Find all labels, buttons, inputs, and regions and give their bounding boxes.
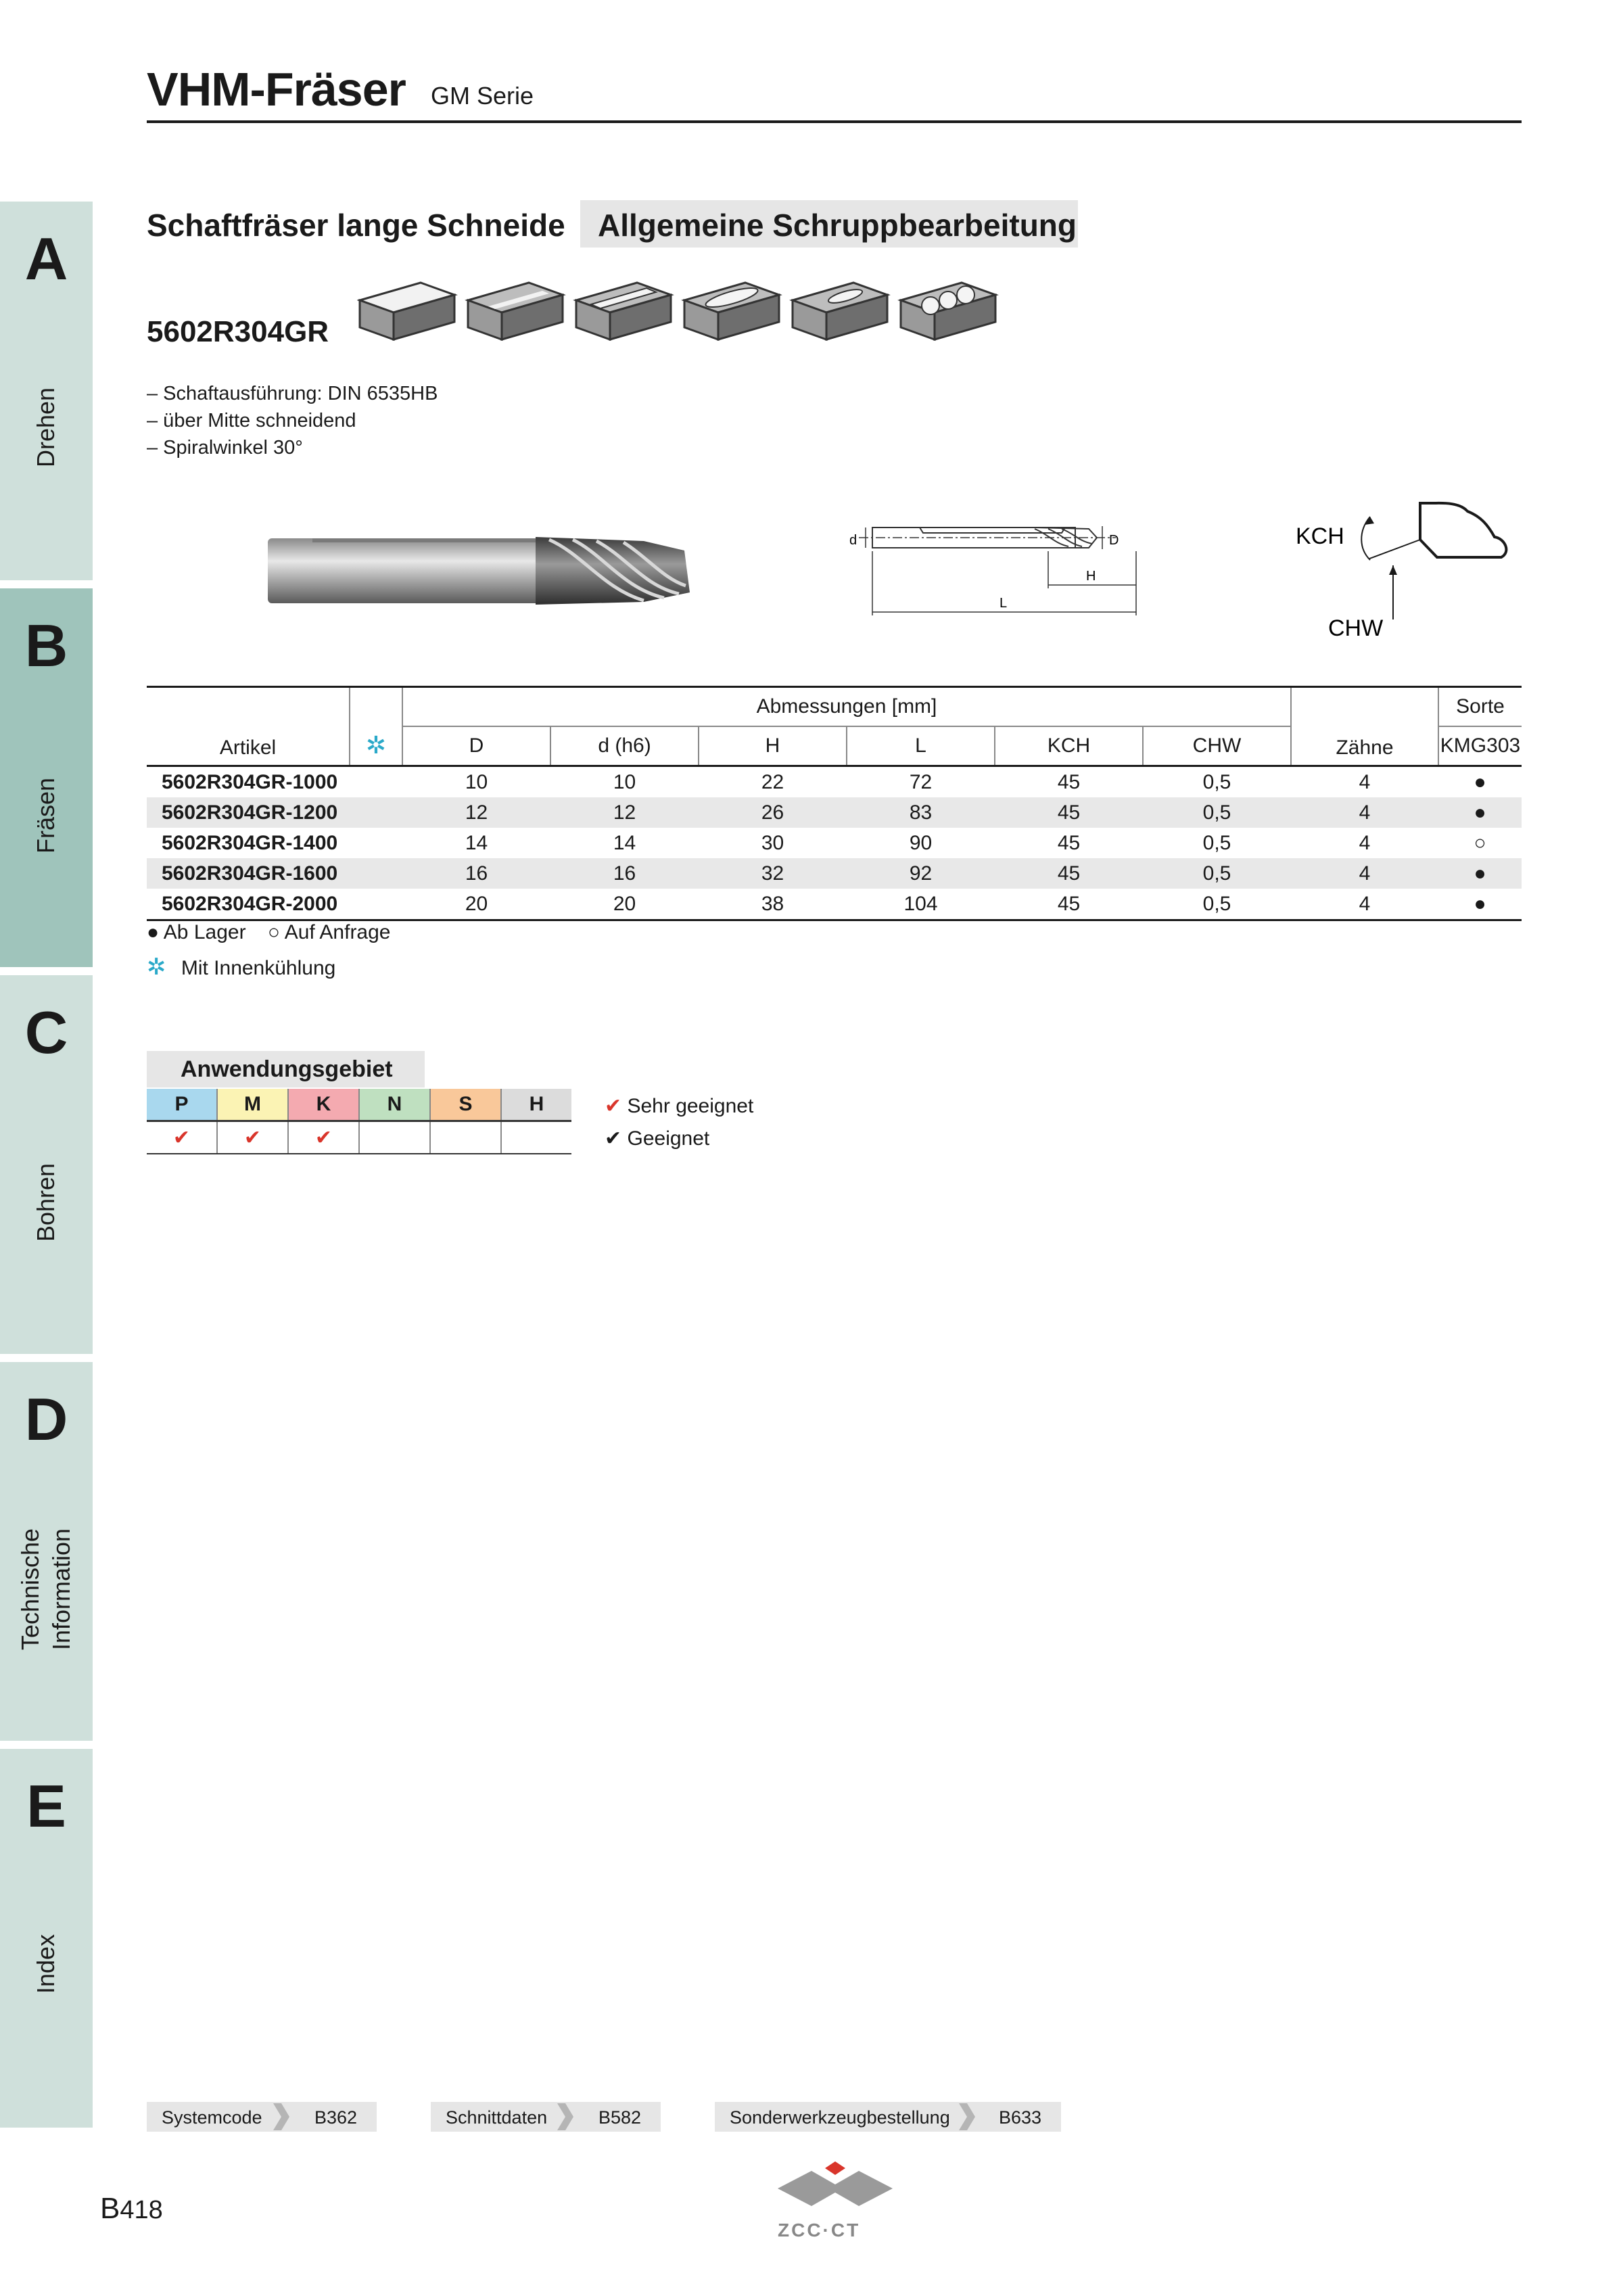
dim-label-D: D (1109, 533, 1119, 548)
plunge-milling-icon (901, 283, 995, 339)
application-grid (147, 1089, 571, 1154)
feature-item: – Schaftausführung: DIN 6535HB (147, 383, 438, 404)
col-header-D: D (402, 726, 550, 766)
cell-H: 32 (699, 858, 847, 889)
cell-teeth: 4 (1359, 892, 1371, 915)
check-icon: ✔ (605, 1095, 622, 1117)
check-cell (501, 1121, 571, 1154)
cell-teeth: 4 (1359, 770, 1371, 793)
dim-label-L: L (999, 596, 1008, 611)
cell-stock: ● (1474, 892, 1486, 915)
cooling-icon: ✲ (350, 687, 402, 766)
cooling-icon: ✲ (147, 954, 166, 980)
tab-technische-information[interactable] (0, 1362, 93, 1741)
legend-cooling: Mit Innenkühlung (181, 957, 336, 979)
chevron-right-icon (270, 2102, 291, 2132)
ramping-icon (793, 283, 887, 339)
col-group-dimensions: Abmessungen [mm] (402, 687, 1291, 727)
section-badge (580, 200, 1078, 248)
col-header-d: d (h6) (550, 726, 699, 766)
cell-stock: ● (1438, 858, 1522, 889)
tab-label: Index (32, 1934, 60, 1994)
cell-d: 14 (613, 831, 636, 854)
cell-CHW: 0,5 (1143, 797, 1291, 828)
chamfer-detail (1285, 484, 1515, 653)
tab-label: Technische Information (16, 1528, 75, 1651)
cell-article: 5602R304GR-1400 (162, 831, 338, 854)
product-table (147, 686, 1522, 921)
table-row (147, 889, 1522, 920)
cell-d: 12 (550, 797, 699, 828)
zccct-logo-icon (778, 2161, 893, 2222)
tab-letter: C (24, 999, 68, 1066)
cell-D: 20 (465, 892, 488, 915)
dim-label-H: H (1086, 569, 1096, 584)
tab-letter: E (26, 1773, 66, 1840)
tab-drehen[interactable] (0, 202, 93, 580)
cell-article: 5602R304GR-1600 (147, 858, 350, 889)
check-cell (359, 1121, 430, 1154)
legend-suitable: Geeignet (627, 1127, 710, 1150)
header-rule (147, 120, 1522, 123)
col-header-teeth: Zähne (1291, 687, 1438, 766)
cell-D: 14 (465, 831, 488, 854)
tab-letter: D (24, 1386, 68, 1453)
cell-KCH: 45 (1057, 770, 1081, 793)
ref-schnittdaten[interactable] (431, 2102, 661, 2132)
application-legend (605, 1090, 753, 1155)
operation-icons (357, 269, 999, 348)
chevron-right-icon (555, 2102, 575, 2132)
tab-label: Drehen (32, 387, 60, 468)
dim-label-d: d (849, 533, 857, 548)
material-N: N (359, 1089, 430, 1121)
feature-list (147, 380, 438, 461)
stock-legend (147, 921, 391, 944)
cell-article: 5602R304GR-1200 (147, 797, 350, 828)
legend-in-stock: ● Ab Lager (147, 921, 246, 943)
tab-letter: B (24, 612, 68, 679)
tab-bohren[interactable] (0, 975, 93, 1354)
cell-L: 104 (903, 892, 938, 915)
cell-article: 5602R304GR-1000 (162, 770, 338, 793)
legend-very-suitable: Sehr geeignet (627, 1095, 754, 1117)
table-row (147, 828, 1522, 858)
cell-D: 10 (465, 770, 488, 793)
col-header-grade-group: Sorte (1438, 687, 1522, 727)
cell-article: 5602R304GR-2000 (162, 892, 338, 915)
kch-label: KCH (1296, 523, 1344, 549)
cell-teeth: 4 (1291, 858, 1438, 889)
cell-H: 22 (761, 770, 784, 793)
shoulder-milling-icon (468, 283, 563, 339)
cell-d: 16 (550, 858, 699, 889)
slot-milling-icon (576, 283, 671, 339)
tab-index[interactable] (0, 1749, 93, 2128)
chw-label: CHW (1328, 615, 1384, 641)
ref-page: B582 (598, 2107, 642, 2128)
cell-D: 16 (402, 858, 550, 889)
series-label: GM Serie (431, 82, 534, 110)
cooling-legend (147, 954, 335, 981)
section-title: Schaftfräser lange Schneide (147, 208, 565, 243)
cell-KCH: 45 (1057, 892, 1081, 915)
col-header-CHW: CHW (1143, 726, 1291, 766)
cell-KCH: 45 (995, 797, 1143, 828)
tab-fraesen[interactable] (0, 588, 93, 967)
cell-d: 10 (613, 770, 636, 793)
col-header-grade: KMG303 (1440, 734, 1521, 757)
cell-L: 90 (909, 831, 933, 854)
page-number-value: 418 (120, 2196, 163, 2224)
cell-CHW: 0,5 (1202, 831, 1231, 854)
cell-KCH: 45 (1057, 831, 1081, 854)
check-cell (430, 1121, 501, 1154)
cell-CHW: 0,5 (1202, 892, 1231, 915)
col-header-L: L (847, 726, 995, 766)
col-header-article: Artikel (147, 687, 350, 766)
cell-CHW: 0,5 (1143, 858, 1291, 889)
col-header-H: H (699, 726, 847, 766)
check-icon: ✔ (217, 1121, 288, 1154)
ref-page: B633 (999, 2107, 1042, 2128)
cell-H: 38 (761, 892, 784, 915)
page-title: VHM-Fräser (147, 63, 406, 116)
material-S: S (430, 1089, 501, 1121)
cell-teeth: 4 (1291, 797, 1438, 828)
cell-H: 30 (761, 831, 784, 854)
dimension-drawing (832, 514, 1183, 622)
tab-label: Fräsen (32, 777, 60, 854)
chevron-right-icon (956, 2102, 977, 2132)
section-badge-label: Allgemeine Schruppbearbeitung (598, 208, 1077, 243)
cell-L: 72 (909, 770, 933, 793)
check-icon: ✔ (605, 1127, 622, 1150)
tab-letter: A (24, 225, 68, 292)
table-row (147, 766, 1522, 798)
check-icon: ✔ (288, 1121, 359, 1154)
cell-L: 83 (847, 797, 995, 828)
ref-label: Sonderwerkzeugbestellung (730, 2107, 950, 2128)
feature-item: – über Mitte schneidend (147, 410, 356, 431)
material-P: P (147, 1089, 217, 1121)
part-code: 5602R304GR (147, 315, 329, 348)
cell-H: 26 (699, 797, 847, 828)
legend-on-request: ○ Auf Anfrage (267, 921, 391, 943)
face-milling-icon (360, 283, 454, 339)
cell-CHW: 0,5 (1202, 770, 1231, 793)
ref-label: Systemcode (162, 2107, 262, 2128)
cell-stock: ○ (1474, 831, 1486, 854)
cell-teeth: 4 (1359, 831, 1371, 854)
ref-systemcode[interactable] (147, 2102, 377, 2132)
end-mill-photo (265, 528, 698, 615)
cell-d: 20 (613, 892, 636, 915)
page-number (100, 2192, 163, 2226)
ref-label: Schnittdaten (446, 2107, 548, 2128)
tab-label: Bohren (32, 1163, 60, 1242)
application-title-label: Anwendungsgebiet (181, 1056, 393, 1082)
cell-L: 92 (847, 858, 995, 889)
cell-stock: ● (1438, 797, 1522, 828)
table-row (147, 797, 1522, 828)
ref-sonderwerkzeug[interactable] (715, 2102, 1061, 2132)
pocket-milling-icon (684, 283, 779, 339)
material-H: H (501, 1089, 571, 1121)
feature-item: – Spiralwinkel 30° (147, 437, 303, 459)
check-icon: ✔ (147, 1121, 217, 1154)
cell-D: 12 (402, 797, 550, 828)
logo-text: ZCC·CT (778, 2220, 861, 2241)
application-title (147, 1051, 425, 1087)
material-K: K (288, 1089, 359, 1121)
col-header-KCH: KCH (995, 726, 1143, 766)
cell-stock: ● (1474, 770, 1486, 793)
page-prefix: B (100, 2192, 120, 2225)
ref-page: B362 (314, 2107, 358, 2128)
material-M: M (217, 1089, 288, 1121)
cell-KCH: 45 (995, 858, 1143, 889)
table-row (147, 858, 1522, 889)
